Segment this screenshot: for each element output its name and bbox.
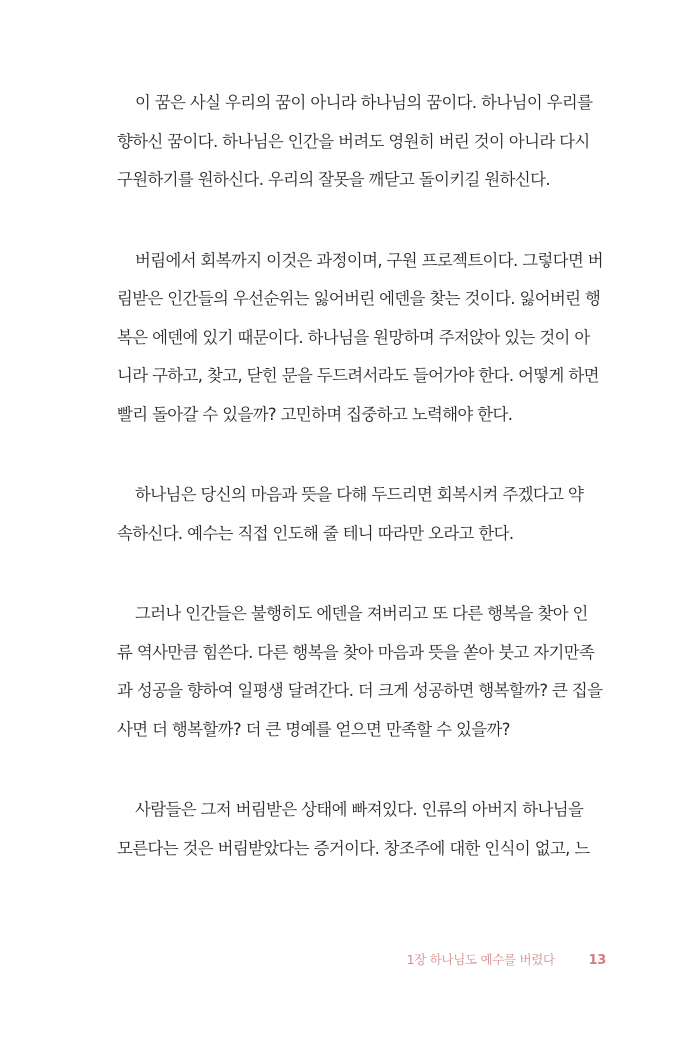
paragraph-1 xyxy=(117,84,607,200)
text-line: 하나님은 당신의 마음과 뜻을 다해 두드리면 회복시켜 주겠다고 약 xyxy=(135,485,584,504)
text-line: 사람들은 그저 버림받은 상태에 빠져있다. 인류의 아버지 하나님을 xyxy=(135,800,584,819)
text-line: 버림에서 회복까지 이것은 과정이며, 구원 프로젝트이다. 그렇다면 버 xyxy=(135,250,604,270)
paragraph-gap xyxy=(117,553,607,595)
text-line: 그러나 인간들은 불행히도 에덴을 져버리고 또 다른 행복을 찾아 인 xyxy=(135,604,588,623)
page-body xyxy=(117,84,607,868)
paragraph-4 xyxy=(117,595,607,749)
text-line: 구원하기를 원하신다. 우리의 잘못을 깨닫고 돌이키길 원하신다. xyxy=(117,170,550,189)
text-line: 이 꿈은 사실 우리의 꿈이 아니라 하나님의 꿈이다. 하나님이 우리를 xyxy=(135,93,593,112)
paragraph-gap xyxy=(117,200,607,242)
text-line: 니라 구하고, 찾고, 닫힌 문을 두드려서라도 들어가야 한다. 어떻게 하면 xyxy=(117,366,599,385)
text-line: 빨리 돌아갈 수 있을까? 고민하며 집중하고 노력해야 한다. xyxy=(117,404,513,424)
text-line: 림받은 인간들의 우선순위는 잃어버린 에덴을 찾는 것이다. 잃어버린 행 xyxy=(117,289,601,308)
paragraph-5 xyxy=(117,791,607,868)
paragraph-gap xyxy=(117,749,607,791)
page-footer xyxy=(407,950,606,968)
text-line: 사면 더 행복할까? 더 큰 명예를 얻으면 만족할 수 있을까? xyxy=(117,719,510,739)
text-line: 류 역사만큼 힘쓴다. 다른 행복을 찾아 마음과 뜻을 쏟아 붓고 자기만족 xyxy=(117,642,595,662)
chapter-title: 1장 하나님도 예수를 버렸다 xyxy=(406,952,555,967)
page-number: 13 xyxy=(588,953,606,968)
text-line: 복은 에덴에 있기 때문이다. 하나님을 원망하며 주저앉아 있는 것이 아 xyxy=(117,327,590,347)
paragraph-3 xyxy=(117,476,607,553)
text-line: 과 성공을 향하여 일평생 달려간다. 더 크게 성공하면 행복할까? 큰 집을 xyxy=(117,681,603,700)
text-line: 속하신다. 예수는 직접 인도해 줄 테니 따라만 오라고 한다. xyxy=(117,523,514,543)
text-line: 향하신 꿈이다. 하나님은 인간을 버려도 영원히 버린 것이 아니라 다시 xyxy=(117,131,590,151)
paragraph-gap xyxy=(117,434,607,476)
text-line: 모른다는 것은 버림받았다는 증거이다. 창조주에 대한 인식이 없고, 느 xyxy=(117,838,590,858)
paragraph-2 xyxy=(117,242,607,435)
